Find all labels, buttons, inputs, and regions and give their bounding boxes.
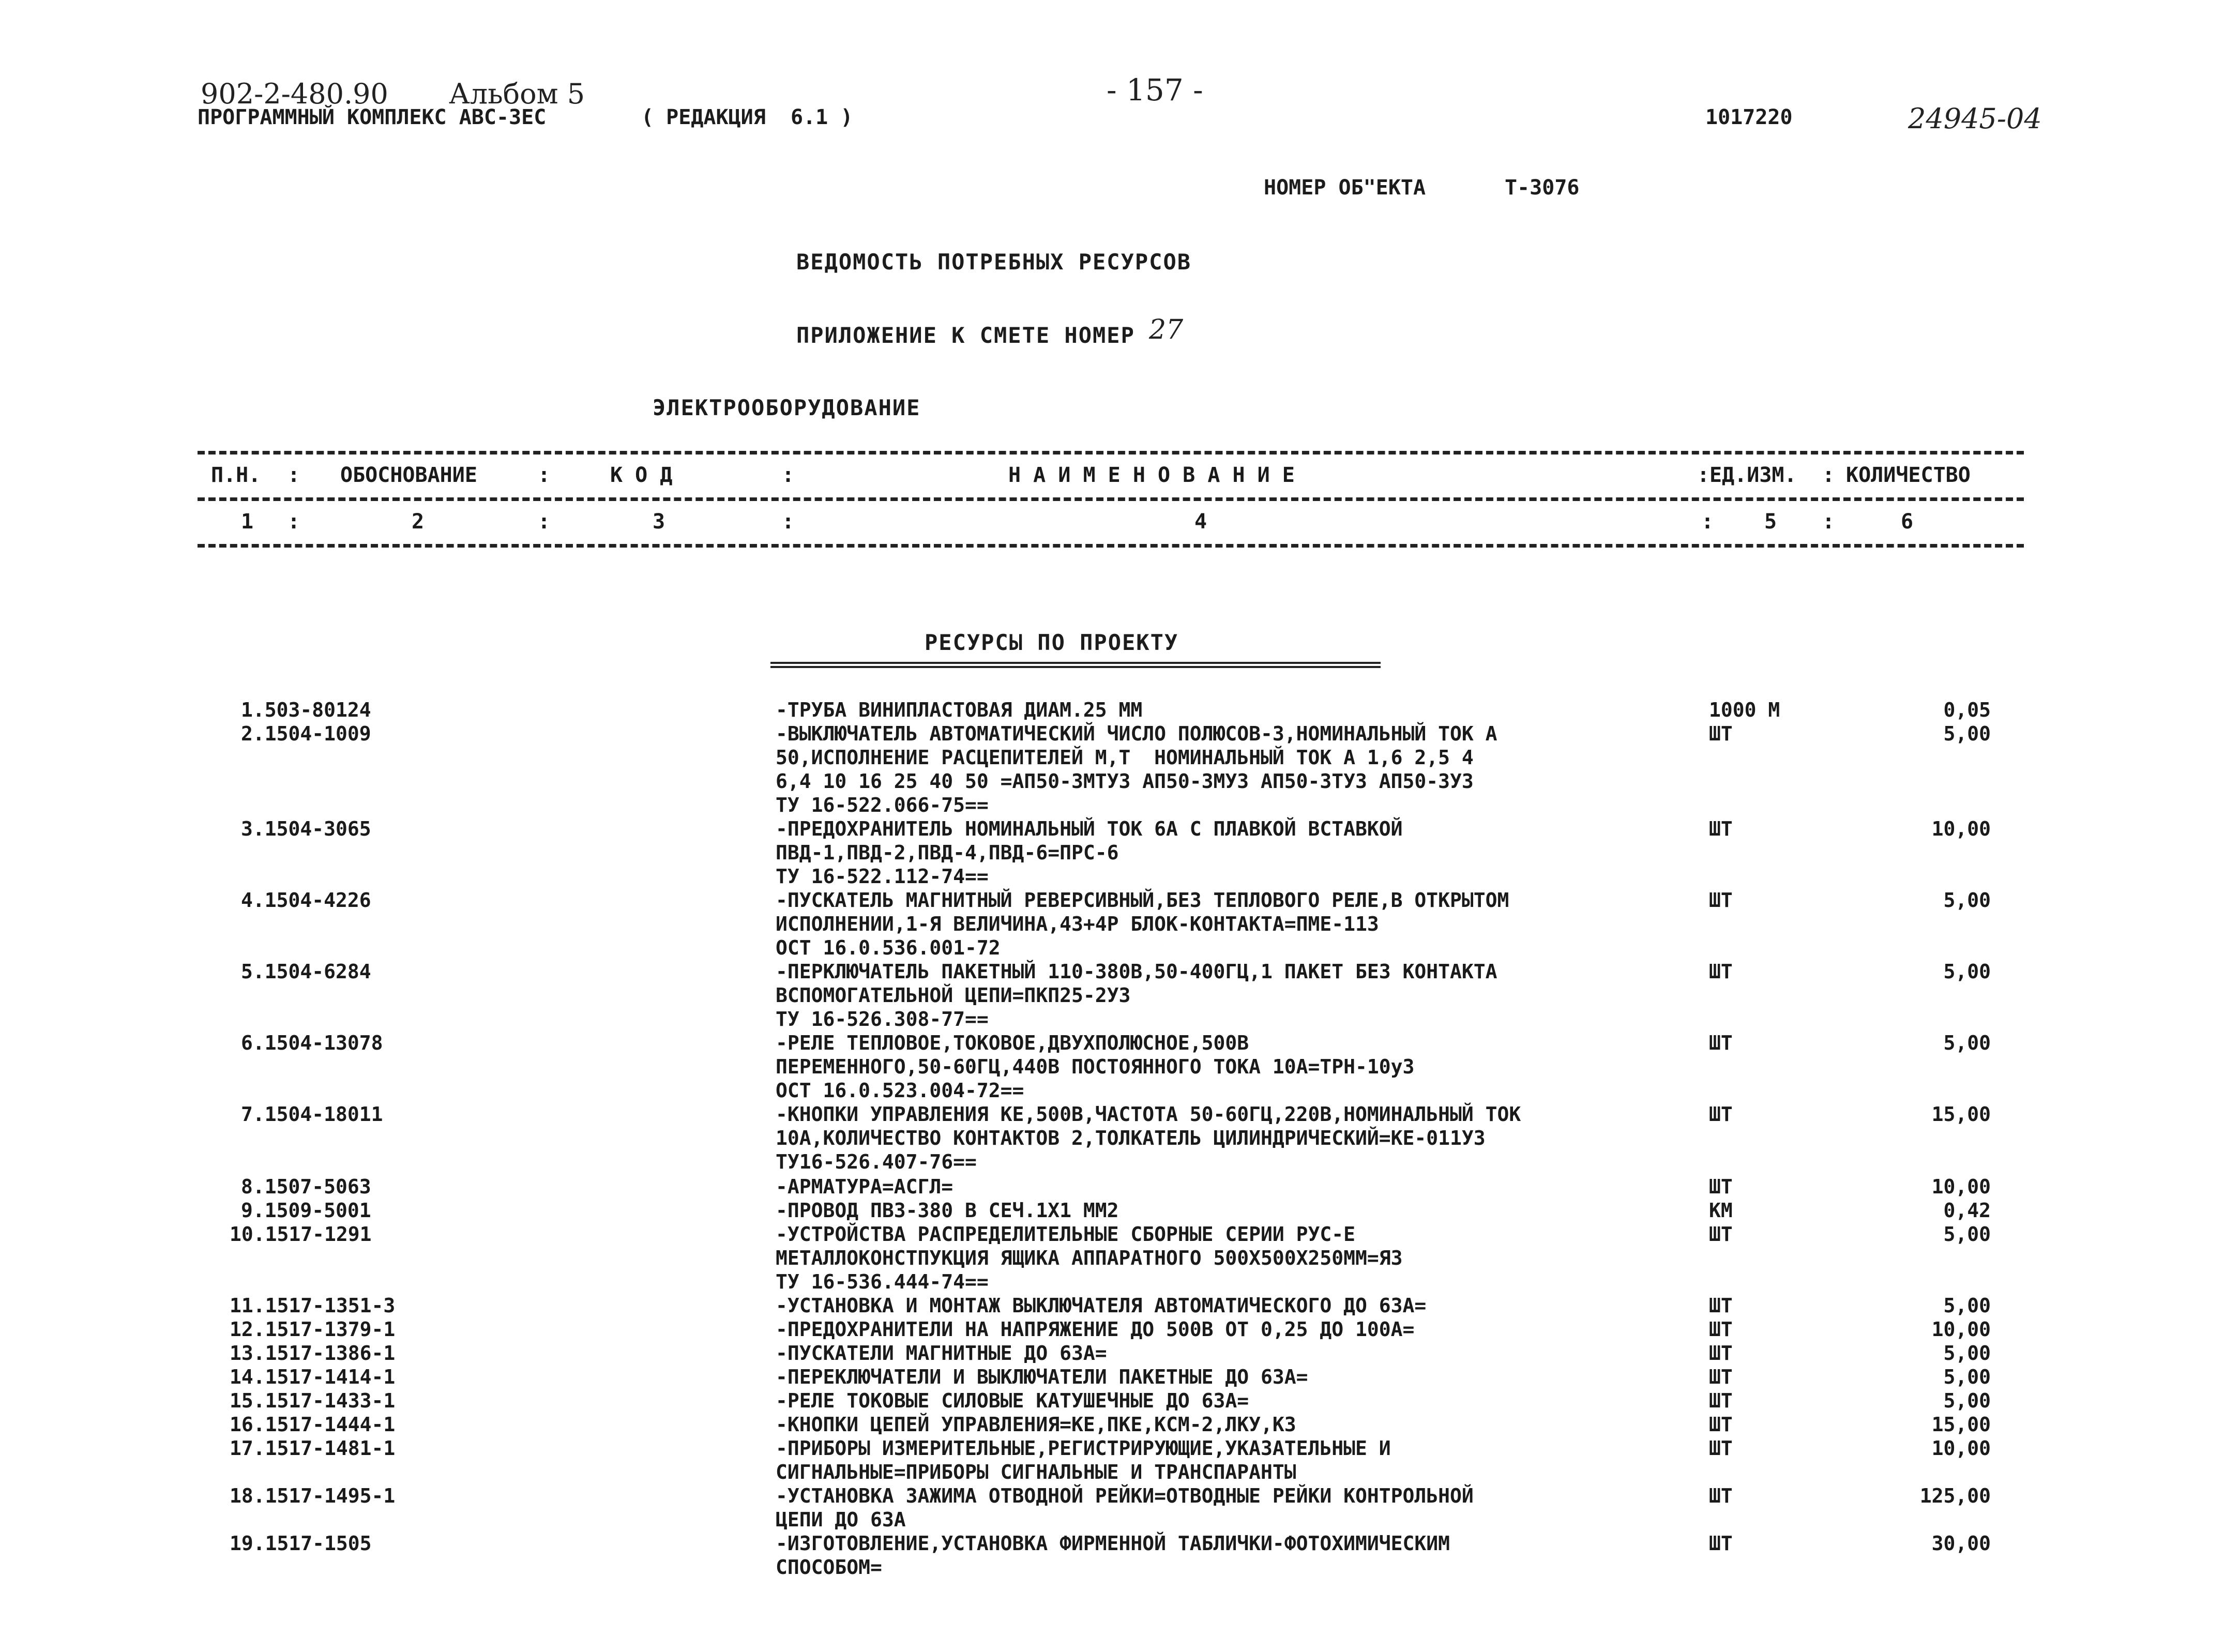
col-num-3: 3 (653, 510, 665, 534)
row-unit: ШТ (1709, 1294, 1733, 1317)
sheet-code: 24945-04 (1908, 102, 2042, 135)
col-sep-1: : (287, 463, 300, 487)
row-code: 3.1504-3065 (241, 817, 371, 840)
col-code: К О Д (610, 463, 673, 487)
row-name-line: ТУ 16-522.066-75== (776, 794, 989, 816)
row-code: 13.1517-1386-1 (230, 1342, 396, 1365)
row-name (776, 817, 1696, 888)
row-name (776, 1199, 1696, 1222)
row-code: 11.1517-1351-3 (230, 1294, 396, 1317)
row-name-line: ЦЕПИ ДО 63А (776, 1508, 906, 1531)
object-label: НОМЕР ОБ"ЕКТА (1264, 176, 1426, 200)
row-name-line: -РЕЛЕ ТЕПЛОВОЕ,ТОКОВОЕ,ДВУХПОЛЮСНОЕ,500В (776, 1032, 1249, 1054)
row-qty: 0,42 (1943, 1199, 1991, 1222)
row-name (776, 1436, 1696, 1484)
row-code: 1.503-80124 (241, 699, 371, 721)
col-num-5: 5 (1764, 510, 1777, 534)
row-name (776, 1175, 1696, 1199)
object-value: Т-3076 (1505, 176, 1580, 200)
row-name-line: 6,4 10 16 25 40 50 =АП50-3МТУ3 АП50-3МУ3 АП50-3ТУ3 АП50-3У3 (776, 770, 1474, 793)
col-name: Н А И М Е Н О В А Н И Е (1008, 463, 1295, 487)
row-unit: ШТ (1709, 960, 1733, 983)
row-unit: ШТ (1709, 1175, 1733, 1198)
row-qty: 10,00 (1931, 1437, 1991, 1460)
row-name-line: ПЕРЕМЕННОГО,50-60ГЦ,440В ПОСТОЯННОГО ТОКА 10А=ТРН-10у3 (776, 1055, 1415, 1078)
col-num-2: 2 (412, 510, 425, 534)
album-label: Альбом 5 (449, 78, 585, 110)
row-qty: 10,00 (1931, 817, 1991, 840)
row-name-line: ОСТ 16.0.536.001-72 (776, 936, 1001, 959)
row-qty: 10,00 (1931, 1318, 1991, 1341)
row-qty: 0,05 (1943, 699, 1991, 721)
row-name-line: -КНОПКИ УПРАВЛЕНИЯ КЕ,500В,ЧАСТОТА 50-60ГЦ,220В,НОМИНАЛЬНЫЙ ТОК (776, 1103, 1521, 1126)
col-num-sep-4: : (1701, 510, 1714, 534)
row-name-line: ТУ 16-522.112-74== (776, 865, 989, 888)
row-unit: ШТ (1709, 1223, 1733, 1246)
row-name (776, 1294, 1696, 1317)
row-name (776, 1389, 1696, 1413)
row-name-line: ВСПОМОГАТЕЛЬНОЙ ЦЕПИ=ПКП25-2У3 (776, 984, 1131, 1007)
row-unit: ШТ (1709, 722, 1733, 745)
row-name-line: -УСТАНОВКА ЗАЖИМА ОТВОДНОЙ РЕЙКИ=ОТВОДНЫЕ РЕЙКИ КОНТРОЛЬНОЙ (776, 1484, 1474, 1507)
row-qty: 125,00 (1919, 1484, 1991, 1507)
row-unit: ШТ (1709, 1366, 1733, 1388)
row-code: 18.1517-1495-1 (230, 1484, 396, 1507)
row-name-line: -ПРЕДОХРАНИТЕЛЬ НОМИНАЛЬНЫЙ ТОК 6А С ПЛАВКОЙ ВСТАВКОЙ (776, 817, 1403, 840)
row-qty: 15,00 (1931, 1413, 1991, 1436)
row-unit: ШТ (1709, 889, 1733, 912)
row-name-line: -УСТРОЙСТВА РАСПРЕДЕЛИТЕЛЬНЫЕ СБОРНЫЕ СЕРИИ РУС-Е (776, 1223, 1356, 1246)
row-unit: ШТ (1709, 1032, 1733, 1054)
row-name-line: ТУ 16-526.308-77== (776, 1008, 989, 1030)
row-unit: ШТ (1709, 817, 1733, 840)
row-qty: 30,00 (1931, 1532, 1991, 1555)
program-name: ПРОГРАММНЫЙ КОМПЛЕКС АВС-3ЕС (198, 105, 547, 129)
col-num-sep-3: : (782, 510, 795, 534)
col-basis: ОБОСНОВАНИЕ (340, 463, 477, 487)
row-unit: ШТ (1709, 1437, 1733, 1460)
col-num-4: 4 (1194, 510, 1207, 534)
row-code: 16.1517-1444-1 (230, 1413, 396, 1436)
row-qty: 5,00 (1943, 1342, 1991, 1365)
col-sep-2: : (538, 463, 551, 487)
row-name-line: ИСПОЛНЕНИИ,1-Я ВЕЛИЧИНА,43+4Р БЛОК-КОНТАКТА=ПМЕ-113 (776, 913, 1379, 935)
row-name-line: ОСТ 16.0.523.004-72== (776, 1079, 1024, 1102)
row-qty: 15,00 (1931, 1103, 1991, 1126)
row-name (776, 1317, 1696, 1341)
row-unit: ШТ (1709, 1532, 1733, 1555)
row-name-line: -ПРИБОРЫ ИЗМЕРИТЕЛЬНЫЕ,РЕГИСТРИРУЮЩИЕ,УКАЗАТЕЛЬНЫЕ И (776, 1437, 1391, 1460)
row-name-line: -ПРОВОД ПВ3-380 В СЕЧ.1Х1 ММ2 (776, 1199, 1119, 1222)
doc-id: 1017220 (1705, 105, 1793, 129)
row-unit: ШТ (1709, 1318, 1733, 1341)
row-name-line: -ПУСКАТЕЛИ МАГНИТНЫЕ ДО 63А= (776, 1342, 1107, 1365)
col-num-1: 1 (241, 510, 254, 534)
row-qty: 5,00 (1943, 1223, 1991, 1246)
row-name-line: -ВЫКЛЮЧАТЕЛЬ АВТОМАТИЧЕСКИЙ ЧИСЛО ПОЛЮСОВ-3,НОМИНАЛЬНЫЙ ТОК А (776, 722, 1497, 745)
table-top-rule (198, 451, 2024, 454)
row-name-line: -АРМАТУРА=АСГЛ= (776, 1175, 953, 1198)
col-pn: П.Н. (211, 463, 261, 487)
row-name-line: -ПРЕДОХРАНИТЕЛИ НА НАПРЯЖЕНИЕ ДО 500В ОТ 0,25 ДО 100А= (776, 1318, 1415, 1341)
resources-heading: РЕСУРСЫ ПО ПРОЕКТУ (925, 630, 1179, 655)
col-num-6: 6 (1901, 510, 1914, 534)
row-qty: 5,00 (1943, 1366, 1991, 1388)
row-name-line: -УСТАНОВКА И МОНТАЖ ВЫКЛЮЧАТЕЛЯ АВТОМАТИЧЕСКОГО ДО 63А= (776, 1294, 1427, 1317)
row-unit: ШТ (1709, 1484, 1733, 1507)
row-name-line: СПОСОБОМ= (776, 1556, 882, 1579)
row-qty: 5,00 (1943, 1389, 1991, 1412)
col-sep-3: : (782, 463, 795, 487)
row-name-line: -ИЗГОТОВЛЕНИЕ,УСТАНОВКА ФИРМЕННОЙ ТАБЛИЧКИ-ФОТОХИМИЧЕСКИМ (776, 1532, 1450, 1555)
page-number: - 157 - (1107, 72, 1203, 108)
row-qty: 5,00 (1943, 960, 1991, 983)
row-name-line: ПВД-1,ПВД-2,ПВД-4,ПВД-6=ПРС-6 (776, 841, 1119, 864)
section-title: ЭЛЕКТРООБОРУДОВАНИЕ (653, 395, 921, 420)
col-unit: ЕД.ИЗМ. (1709, 463, 1797, 487)
col-sep-5: : (1822, 463, 1835, 487)
row-unit: ШТ (1709, 1103, 1733, 1126)
col-num-sep-2: : (538, 510, 551, 534)
row-name (776, 698, 1696, 722)
edition-label: ( РЕДАКЦИЯ 6.1 ) (641, 105, 853, 129)
col-num-sep-1: : (287, 510, 300, 534)
table-bottom-rule (198, 544, 2024, 548)
row-code: 12.1517-1379-1 (230, 1318, 396, 1341)
row-qty: 5,00 (1943, 722, 1991, 745)
row-name-line: МЕТАЛЛОКОНСТПУКЦИЯ ЯЩИКА АППАРАТНОГО 500Х500Х250ММ=Я3 (776, 1247, 1403, 1269)
row-code: 10.1517-1291 (230, 1223, 372, 1246)
row-qty: 5,00 (1943, 1294, 1991, 1317)
row-name (776, 722, 1696, 817)
row-qty: 10,00 (1931, 1175, 1991, 1198)
doc-code: 902-2-480.90 (201, 78, 388, 110)
row-name-line: ТУ 16-536.444-74== (776, 1270, 989, 1293)
row-code: 7.1504-18011 (241, 1103, 383, 1126)
row-unit: 1000 М (1709, 699, 1780, 721)
row-code: 15.1517-1433-1 (230, 1389, 396, 1412)
row-qty: 5,00 (1943, 1032, 1991, 1054)
resources-heading-underline (770, 662, 1381, 668)
row-name (776, 1341, 1696, 1365)
row-code: 4.1504-4226 (241, 889, 371, 912)
row-name (776, 960, 1696, 1031)
col-sep-4: : (1697, 463, 1710, 487)
estimate-number: 27 (1149, 314, 1184, 345)
row-qty: 5,00 (1943, 889, 1991, 912)
row-name-line: -ПЕРКЛЮЧАТЕЛЬ ПАКЕТНЫЙ 110-380В,50-400ГЦ,1 ПАКЕТ БЕЗ КОНТАКТА (776, 960, 1497, 983)
row-unit: ШТ (1709, 1389, 1733, 1412)
row-code: 6.1504-13078 (241, 1032, 383, 1054)
row-name (776, 1102, 1696, 1174)
row-unit: ШТ (1709, 1413, 1733, 1436)
row-name-line: 50,ИСПОЛНЕНИЕ РАСЦЕПИТЕЛЕЙ М,Т НОМИНАЛЬНЫЙ ТОК А 1,6 2,5 4 (776, 746, 1474, 769)
row-code: 14.1517-1414-1 (230, 1366, 396, 1388)
table-mid-rule (198, 497, 2024, 501)
row-name-line: -ТРУБА ВИНИПЛАСТОВАЯ ДИАМ.25 ММ (776, 699, 1143, 721)
row-name-line: -КНОПКИ ЦЕПЕЙ УПРАВЛЕНИЯ=КЕ,ПКЕ,КСМ-2,ЛКУ,К3 (776, 1413, 1296, 1436)
row-unit: КМ (1709, 1199, 1733, 1222)
row-unit: ШТ (1709, 1342, 1733, 1365)
row-name (776, 1222, 1696, 1294)
row-code: 5.1504-6284 (241, 960, 371, 983)
row-name (776, 1413, 1696, 1436)
row-name-line: ТУ16-526.407-76== (776, 1150, 977, 1173)
row-name (776, 1031, 1696, 1102)
row-name-line: 10А,КОЛИЧЕСТВО КОНТАКТОВ 2,ТОЛКАТЕЛЬ ЦИЛИНДРИЧЕСКИЙ=КЕ-011У3 (776, 1127, 1486, 1149)
row-code: 9.1509-5001 (241, 1199, 371, 1222)
row-code: 19.1517-1505 (230, 1532, 372, 1555)
row-name-line: -РЕЛЕ ТОКОВЫЕ СИЛОВЫЕ КАТУШЕЧНЫЕ ДО 63А= (776, 1389, 1249, 1412)
row-name (776, 888, 1696, 960)
col-qty: КОЛИЧЕСТВО (1846, 463, 1971, 487)
row-name-line: -ПЕРЕКЛЮЧАТЕЛИ И ВЫКЛЮЧАТЕЛИ ПАКЕТНЫЕ ДО 63А= (776, 1366, 1308, 1388)
row-name-line: -ПУСКАТЕЛЬ МАГНИТНЫЙ РЕВЕРСИВНЫЙ,БЕЗ ТЕПЛОВОГО РЕЛЕ,В ОТКРЫТОМ (776, 889, 1509, 912)
row-code: 2.1504-1009 (241, 722, 371, 745)
row-name (776, 1532, 1696, 1579)
page-title: ВЕДОМОСТЬ ПОТРЕБНЫХ РЕСУРСОВ (796, 249, 1192, 275)
row-code: 8.1507-5063 (241, 1175, 371, 1198)
row-code: 17.1517-1481-1 (230, 1437, 396, 1460)
row-name (776, 1484, 1696, 1532)
row-name (776, 1365, 1696, 1389)
row-name-line: СИГНАЛЬНЫЕ=ПРИБОРЫ СИГНАЛЬНЫЕ И ТРАНСПАРАНТЫ (776, 1461, 1296, 1483)
estimate-label: ПРИЛОЖЕНИЕ К СМЕТЕ НОМЕР (796, 323, 1135, 348)
col-num-sep-5: : (1822, 510, 1835, 534)
